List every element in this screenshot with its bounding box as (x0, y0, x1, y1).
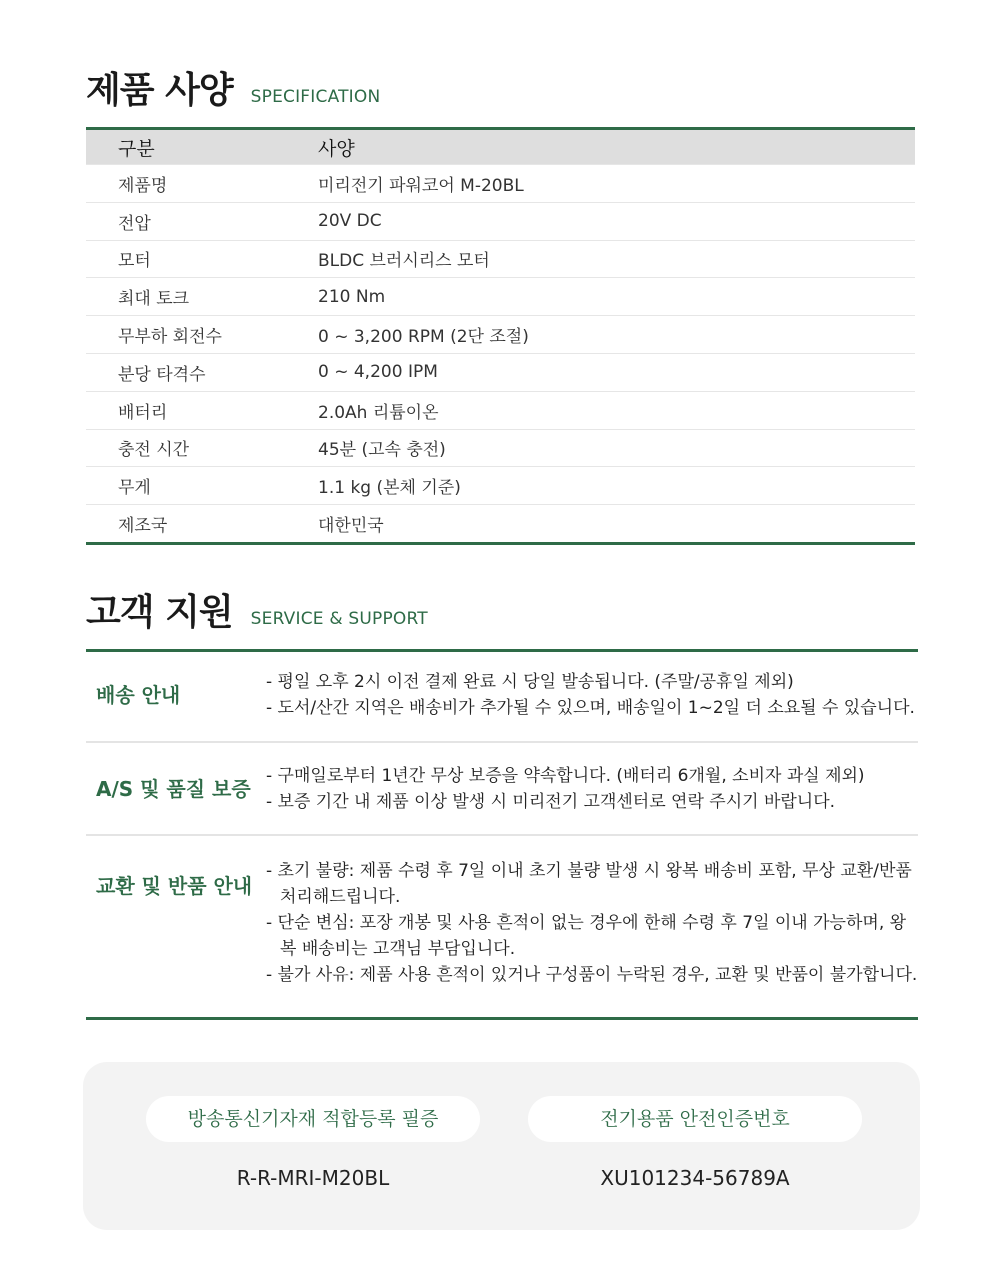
support-item-list (266, 858, 918, 1017)
list-item: - 구매일로부터 1년간 무상 보증을 약속합니다. (배터리 6개월, 소비자 과실 제외) (266, 763, 918, 789)
spec-label: 제조국 (118, 516, 168, 537)
certification-label-pill: 전기용품 안전인증번호 (528, 1096, 862, 1142)
spec-label: 제품명 (118, 175, 168, 196)
spec-value: 0 ~ 3,200 RPM (2단 조절) (318, 327, 529, 348)
spec-label: 분당 타격수 (118, 364, 206, 385)
support-row-shipping (86, 652, 918, 743)
spec-section-title: 제품 사양 (86, 70, 233, 111)
spec-table-header (86, 130, 915, 165)
spec-value: BLDC 브러시리스 모터 (318, 251, 490, 272)
support-label: 배송 안내 (96, 683, 181, 707)
support-row-warranty (86, 743, 918, 836)
support-label: A/S 및 품질 보증 (96, 777, 251, 801)
spec-label: 충전 시간 (118, 440, 190, 461)
spec-value: 2.0Ah 리튬이온 (318, 402, 439, 423)
table-row (86, 203, 915, 241)
spec-table (86, 127, 915, 545)
support-section-subtitle: SERVICE & SUPPORT (250, 609, 428, 629)
certification-item-safety (528, 1096, 862, 1190)
spec-value: 미리전기 파워코어 M-20BL (318, 175, 524, 196)
list-item: - 도서/산간 지역은 배송비가 추가될 수 있으며, 배송일이 1~2일 더 소요될 수 있습니다. (266, 695, 918, 721)
table-row (86, 392, 915, 430)
spec-label: 무게 (118, 478, 151, 499)
certification-number: XU101234-56789A (600, 1166, 790, 1190)
spec-section-subtitle: SPECIFICATION (250, 87, 381, 107)
support-label: 교환 및 반품 안내 (96, 874, 253, 898)
spec-label: 무부하 회전수 (118, 327, 222, 348)
spec-value: 대한민국 (318, 516, 384, 537)
table-row (86, 241, 915, 279)
spec-value: 20V DC (318, 211, 382, 232)
table-row (86, 354, 915, 392)
certification-label-pill: 방송통신기자재 적합등록 필증 (146, 1096, 480, 1142)
table-row (86, 278, 915, 316)
spec-label: 모터 (118, 251, 151, 272)
list-item: - 평일 오후 2시 이전 결제 완료 시 당일 발송됩니다. (주말/공휴일 제외) (266, 669, 918, 695)
certification-item-kc-registration (146, 1096, 480, 1190)
support-item-list (266, 763, 918, 834)
list-item: - 불가 사유: 제품 사용 흔적이 있거나 구성품이 누락된 경우, 교환 및 반품이 불가합니다. (266, 962, 918, 988)
support-section-header (86, 584, 428, 635)
certification-number: R-R-MRI-M20BL (236, 1166, 390, 1190)
spec-label: 배터리 (118, 402, 168, 423)
spec-header-spec: 사양 (318, 137, 355, 160)
support-row-returns (86, 836, 918, 1017)
spec-section-header (86, 62, 380, 113)
spec-value: 0 ~ 4,200 IPM (318, 362, 438, 383)
list-item: - 보증 기간 내 제품 이상 발생 시 미리전기 고객센터로 연락 주시기 바랍니다. (266, 789, 918, 815)
table-row (86, 165, 915, 203)
spec-label: 전압 (118, 213, 151, 234)
spec-value: 210 Nm (318, 286, 386, 307)
table-row (86, 316, 915, 354)
spec-value: 1.1 kg (본체 기준) (318, 478, 461, 499)
spec-value: 45분 (고속 충전) (318, 440, 446, 461)
spec-label: 최대 토크 (118, 289, 190, 310)
spec-header-category: 구분 (118, 137, 155, 160)
table-row (86, 467, 915, 505)
table-row (86, 430, 915, 468)
list-item: - 단순 변심: 포장 개봉 및 사용 흔적이 없는 경우에 한해 수령 후 7일 이내 가능하며, 왕복 배송비는 고객님 부담입니다. (266, 910, 918, 962)
support-item-list (266, 669, 918, 741)
certification-box (83, 1062, 920, 1230)
support-table (86, 649, 918, 1020)
support-section-title: 고객 지원 (86, 592, 233, 633)
list-item: - 초기 불량: 제품 수령 후 7일 이내 초기 불량 발생 시 왕복 배송비 포함, 무상 교환/반품 처리해드립니다. (266, 858, 918, 910)
table-row (86, 505, 915, 542)
